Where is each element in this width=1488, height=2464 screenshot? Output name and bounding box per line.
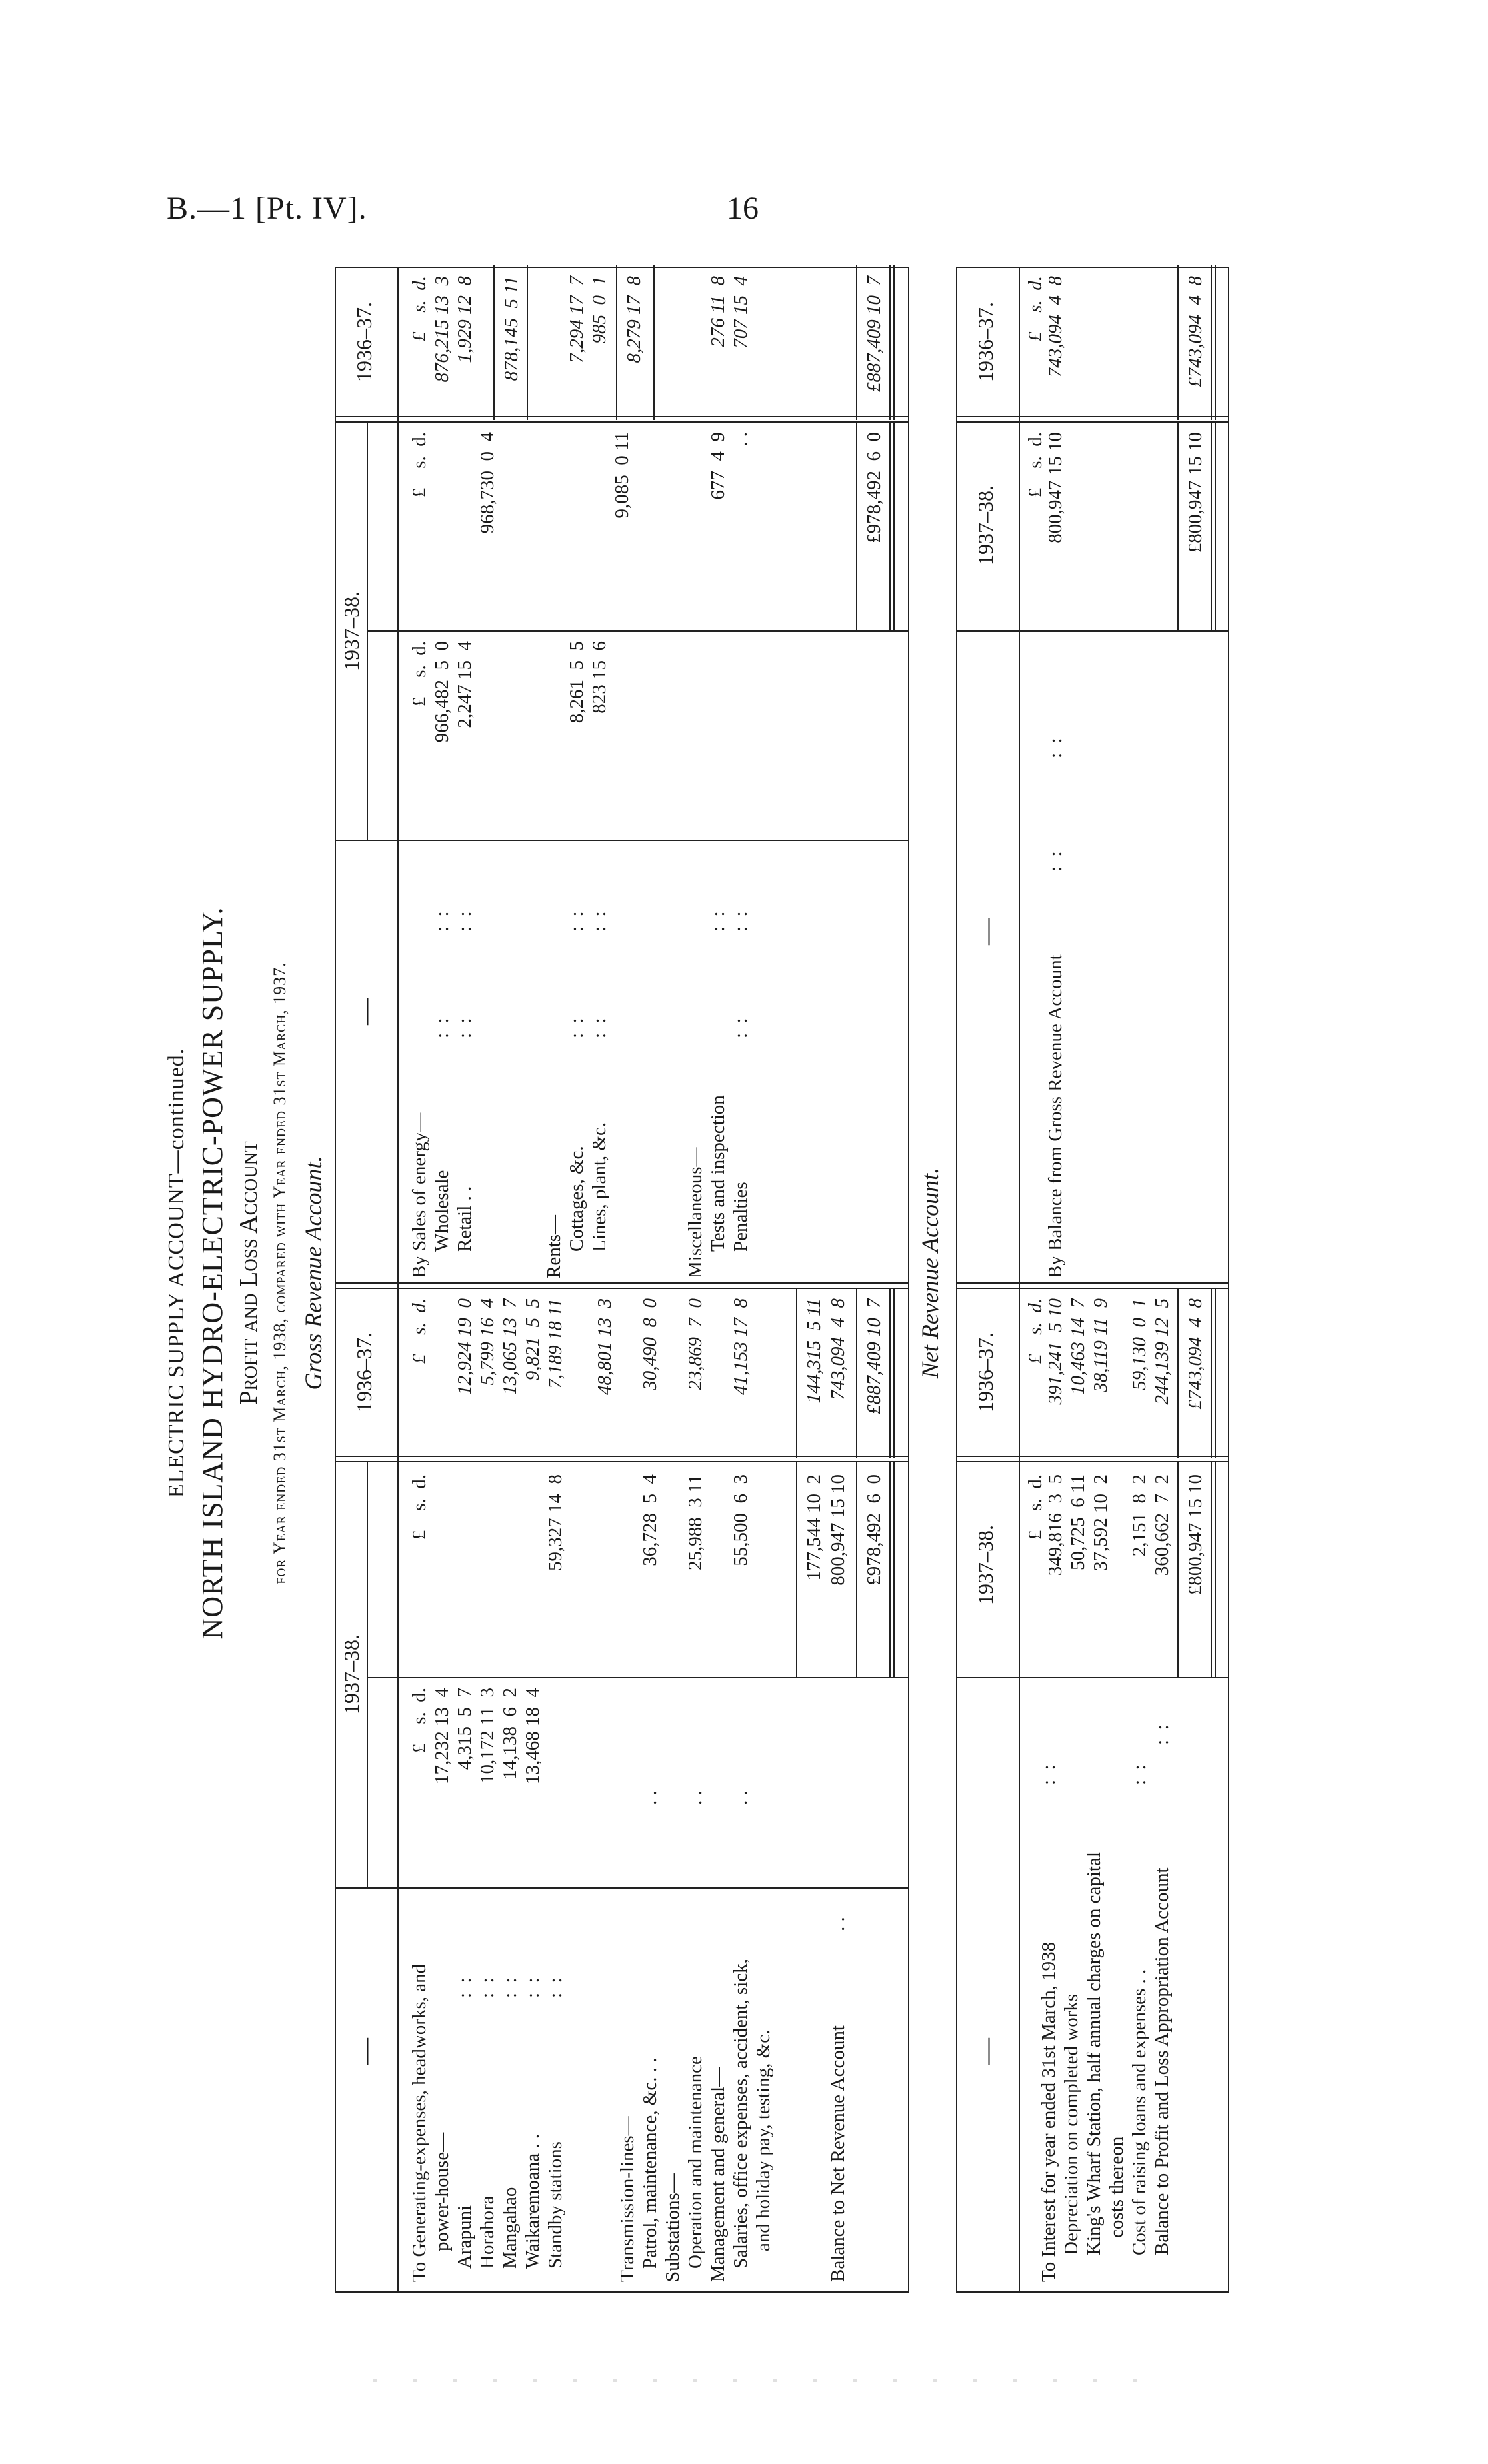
leader-dots: : : (707, 911, 729, 932)
lines-1938: 823 15 6 (589, 641, 610, 714)
net-right-1938: 800,947 15 10 (1045, 432, 1066, 543)
station-name: Waikaremoana . . (522, 2133, 543, 2269)
title-electric-supply: ELECTRIC SUPPLY ACCOUNT—continued. (164, 1048, 189, 1498)
total-1937: £887,409 10 7 (863, 1298, 885, 1414)
vline-double (957, 1282, 1228, 1289)
rule (1177, 1289, 1179, 1458)
net-header-row (957, 268, 1020, 2291)
rule (796, 1289, 797, 1458)
station-1937: 9,821 5 5 (522, 1298, 543, 1381)
double-rule (1211, 1461, 1216, 1678)
lsd-header: £ s. d. (1025, 1474, 1046, 1540)
net-item: To Interest for year ended 31st March, 1938 (1038, 1941, 1059, 2282)
rule (1177, 265, 1179, 420)
vline (336, 840, 908, 841)
sub-1937: 23,869 7 0 (685, 1298, 706, 1390)
mgmt-item-2: and holiday pay, testing, &c. (753, 2029, 774, 2251)
col-1937: 1936–37. (352, 1332, 376, 1412)
double-rule (1211, 423, 1216, 632)
vline (367, 630, 908, 632)
net-1937: 244,139 12 5 (1151, 1298, 1173, 1405)
col-1938: 1937–38. (973, 1525, 997, 1605)
col-1938: 1937–38. (339, 1634, 363, 1714)
title-profit-loss: Profit and Loss Account (235, 1141, 263, 1405)
leader-dots: : : (454, 1018, 475, 1038)
lsd-header: £ s. d. (409, 1298, 430, 1364)
rule (856, 423, 857, 632)
lsd-header: £ s. d. (409, 641, 430, 707)
scan-noise (373, 2379, 1173, 2382)
gen-total-1937: 48,801 13 3 (594, 1298, 615, 1395)
vline-double (336, 416, 908, 423)
net-right-1937: 743,094 4 8 (1045, 276, 1066, 378)
station-1937: 13,065 13 7 (499, 1298, 521, 1395)
lsd-header: £ s. d. (1025, 432, 1046, 498)
trans-1938: 36,728 5 4 (639, 1474, 661, 1566)
lines-label: Lines, plant, &c. (589, 1122, 610, 1252)
net-1938: 37,592 10 2 (1090, 1474, 1111, 1571)
leader-dots: : : (589, 1018, 610, 1038)
col-dash: — (971, 2038, 1001, 2065)
penalties-label: Penalties (730, 1182, 751, 1252)
rents-total-1938: 9,085 0 11 (611, 432, 633, 519)
col-1937-right: 1936–37. (352, 302, 376, 382)
balance-label: Balance to Net Revenue Account (827, 2025, 849, 2282)
leader-dots: : : (431, 1018, 453, 1038)
tests-label: Tests and inspection (707, 1095, 729, 1252)
rule (856, 1461, 857, 1678)
double-rule (889, 1461, 895, 1678)
double-rule (1211, 1289, 1216, 1458)
title-net-revenue: Net Revenue Account. (917, 1167, 943, 1379)
titles (160, 253, 332, 2293)
col-dash-right: — (350, 998, 380, 1025)
net-1937: 391,241 5 10 (1045, 1298, 1066, 1405)
rents-head: Rents— (543, 1214, 565, 1278)
leader-dots: : : (431, 911, 453, 932)
double-rule (889, 1289, 895, 1458)
gen-head-1: To Generating-expenses, headworks, and (409, 1963, 430, 2282)
lsd-header: £ s. d. (1025, 276, 1046, 342)
net-item: Cost of raising loans and expenses . . (1129, 1969, 1150, 2255)
cottages-label: Cottages, &c. (566, 1146, 587, 1252)
title-north-island: NORTH ISLAND HYDRO-ELECTRIC-POWER SUPPLY. (196, 906, 229, 1640)
page-header (167, 190, 1420, 237)
leader-dots: : : (566, 1018, 587, 1038)
title-gross-revenue: Gross Revenue Account. (300, 1156, 327, 1390)
lsd-header: £ s. d. (409, 1474, 430, 1540)
subline (367, 1461, 368, 1887)
station-name: Horahora (477, 2195, 498, 2269)
leader-dots: : : (566, 911, 587, 932)
net-1938: 50,725 6 11 (1067, 1474, 1089, 1570)
station-name: Arapuni (454, 2205, 475, 2269)
vline (957, 1677, 1228, 1678)
net-right-total-1938: £800,947 15 10 (1185, 432, 1206, 553)
rule (527, 265, 528, 420)
net-right-total-1937: £743,094 4 8 (1185, 276, 1206, 387)
rule (856, 265, 857, 420)
rule (856, 1289, 857, 1458)
leader-dots: : : (1045, 738, 1066, 758)
tests-1937: 276 11 8 (707, 276, 729, 347)
gen-total-1938: 59,327 14 8 (545, 1474, 566, 1571)
col-1937: 1936–37. (973, 1332, 997, 1412)
lsd-header: £ s. d. (409, 1688, 430, 1754)
sub-head: Substations— (662, 2173, 683, 2282)
net-1937: 10,463 14 7 (1067, 1298, 1089, 1395)
mgmt-head: Management and general— (707, 2067, 729, 2282)
balance-1938: 800,947 15 10 (827, 1474, 849, 1586)
leader-dots: : : (1045, 851, 1066, 872)
net-right-label: By Balance from Gross Revenue Account (1045, 954, 1066, 1278)
net-item: King's Wharf Station, half annual charges on capital (1083, 1852, 1105, 2255)
page-number: 16 (727, 191, 759, 226)
net-1938: 349,816 3 5 (1045, 1474, 1066, 1576)
net-revenue-table (956, 267, 1229, 2293)
leader-dots: . . (730, 1790, 751, 1805)
rotated-account-block (160, 253, 1413, 2293)
title-year: for Year ended 31st March, 1938, compared with Year ended 31st March, 1937. (270, 962, 289, 1584)
station-1938: 17,232 13 4 (431, 1688, 453, 1784)
vline (336, 1887, 908, 1889)
rule (493, 265, 495, 420)
leader-dots: : : (499, 1977, 521, 1998)
net-item: Balance to Profit and Loss Appropriation Account (1151, 1867, 1173, 2255)
leader-dots: : : (477, 1977, 498, 1998)
station-1937: 7,189 18 11 (545, 1298, 566, 1389)
station-1938: 4,315 5 7 (454, 1688, 475, 1770)
document-reference: B.—1 [Pt. IV]. (167, 191, 367, 226)
leader-dots: : : (1038, 1764, 1059, 1785)
mgmt-item-1: Salaries, office expenses, accident, sick, (730, 1959, 751, 2269)
col-1938-right: 1937–38. (339, 591, 363, 671)
station-name: Mangahao (499, 2187, 521, 2269)
col-dash-right: — (971, 918, 1001, 945)
leader-dots: : : (545, 1977, 566, 1998)
vline-double (957, 416, 1228, 423)
leader-dots: : : (454, 1977, 475, 1998)
wholesale-1938: 966,482 5 0 (431, 641, 453, 743)
retail-1937: 1,929 12 8 (454, 276, 475, 363)
right-total-1938: £978,492 6 0 (863, 432, 885, 543)
leader-dots: : : (454, 911, 475, 932)
cottages-1938: 8,261 5 5 (566, 641, 587, 724)
leader-dots: . . (639, 1790, 661, 1805)
vline (367, 1677, 908, 1678)
retail-1938: 2,247 15 4 (454, 641, 475, 728)
cottages-1937: 7,294 17 7 (566, 276, 587, 363)
total-1938: £978,492 6 0 (863, 1474, 885, 1586)
net-total-1938: £800,947 15 10 (1185, 1474, 1206, 1596)
trans-head: Transmission-lines— (617, 2116, 638, 2282)
leader-dots: : : (730, 911, 751, 932)
wholesale-label: Wholesale (431, 1170, 453, 1252)
trans-1937: 30,490 8 0 (639, 1298, 661, 1390)
station-1937: 5,799 16 4 (477, 1298, 498, 1386)
leader-dots: : : (730, 1018, 751, 1038)
sum-1938: 177,544 10 2 (803, 1474, 825, 1581)
station-1938: 10,172 11 3 (477, 1688, 498, 1784)
mgmt-1937: 41,153 17 8 (730, 1298, 751, 1395)
vline-double (336, 1456, 908, 1462)
leader-dots: : : (1129, 1764, 1150, 1785)
lsd-header: £ s. d. (1025, 1298, 1046, 1364)
lsd-header: £ s. d. (409, 432, 430, 498)
leader-dots: . . (827, 1917, 849, 1931)
tests-1938: 677 4 9 (707, 432, 729, 500)
col-1937-right: 1936–37. (973, 302, 997, 382)
station-1938: 13,468 18 4 (522, 1688, 543, 1784)
net-1938: 360,662 7 2 (1151, 1474, 1173, 1576)
vline-double (336, 1282, 908, 1289)
net-1938: 2,151 8 2 (1129, 1474, 1150, 1557)
double-rule (1211, 265, 1216, 420)
net-item: Depreciation on completed works (1061, 1993, 1082, 2255)
leader-dots: : : (1151, 1724, 1173, 1745)
net-1937: 38,119 11 9 (1090, 1298, 1111, 1392)
balance-1937: 743,094 4 8 (827, 1298, 849, 1400)
rule (653, 265, 655, 420)
right-total-1937: £887,409 10 7 (863, 276, 885, 392)
station-name: Standby stations (545, 2141, 566, 2269)
penalties-1938: . . (730, 432, 751, 447)
sales-total-1937: 878,145 5 11 (501, 276, 522, 381)
penalties-1937: 707 15 4 (730, 276, 751, 349)
lsd-header: £ s. d. (409, 276, 430, 342)
vline (957, 630, 1228, 632)
rule (1177, 423, 1179, 632)
sales-total-1938: 968,730 0 4 (477, 432, 498, 534)
sub-item: Operation and maintenance (685, 2056, 706, 2269)
col-dash: — (350, 2038, 380, 2065)
sub-1938: 25,988 3 11 (685, 1474, 706, 1570)
trans-item: Patrol, maintenance, &c. . . (639, 2057, 661, 2269)
vline-double (957, 1456, 1228, 1462)
misc-head: Miscellaneous— (685, 1147, 706, 1278)
gen-head-2: power-house— (431, 2132, 453, 2251)
net-item: costs thereon (1106, 2136, 1127, 2238)
gross-revenue-table (335, 267, 909, 2293)
double-rule (889, 423, 895, 632)
net-total-1937: £743,094 4 8 (1185, 1298, 1206, 1410)
rule (616, 265, 617, 420)
lines-1937: 985 0 1 (589, 276, 610, 344)
mgmt-1938: 55,500 6 3 (730, 1474, 751, 1566)
wholesale-1937: 876,215 13 3 (431, 276, 453, 383)
rule (796, 1461, 797, 1678)
sum-1937: 144,315 5 11 (803, 1298, 825, 1404)
col-1938-right: 1937–38. (973, 485, 997, 565)
retail-label: Retail . . (454, 1186, 475, 1252)
leader-dots: : : (589, 911, 610, 932)
net-1937: 59,130 0 1 (1129, 1298, 1150, 1390)
leader-dots: : : (522, 1977, 543, 1998)
rule (1177, 1461, 1179, 1678)
station-1937: 12,924 19 0 (454, 1298, 475, 1395)
sales-head: By Sales of energy— (409, 1112, 430, 1278)
rents-total-1937: 8,279 17 8 (623, 276, 645, 363)
double-rule (889, 265, 895, 420)
gross-header-row (336, 268, 399, 2291)
station-1938: 14,138 6 2 (499, 1688, 521, 1780)
leader-dots: . . (685, 1790, 706, 1805)
